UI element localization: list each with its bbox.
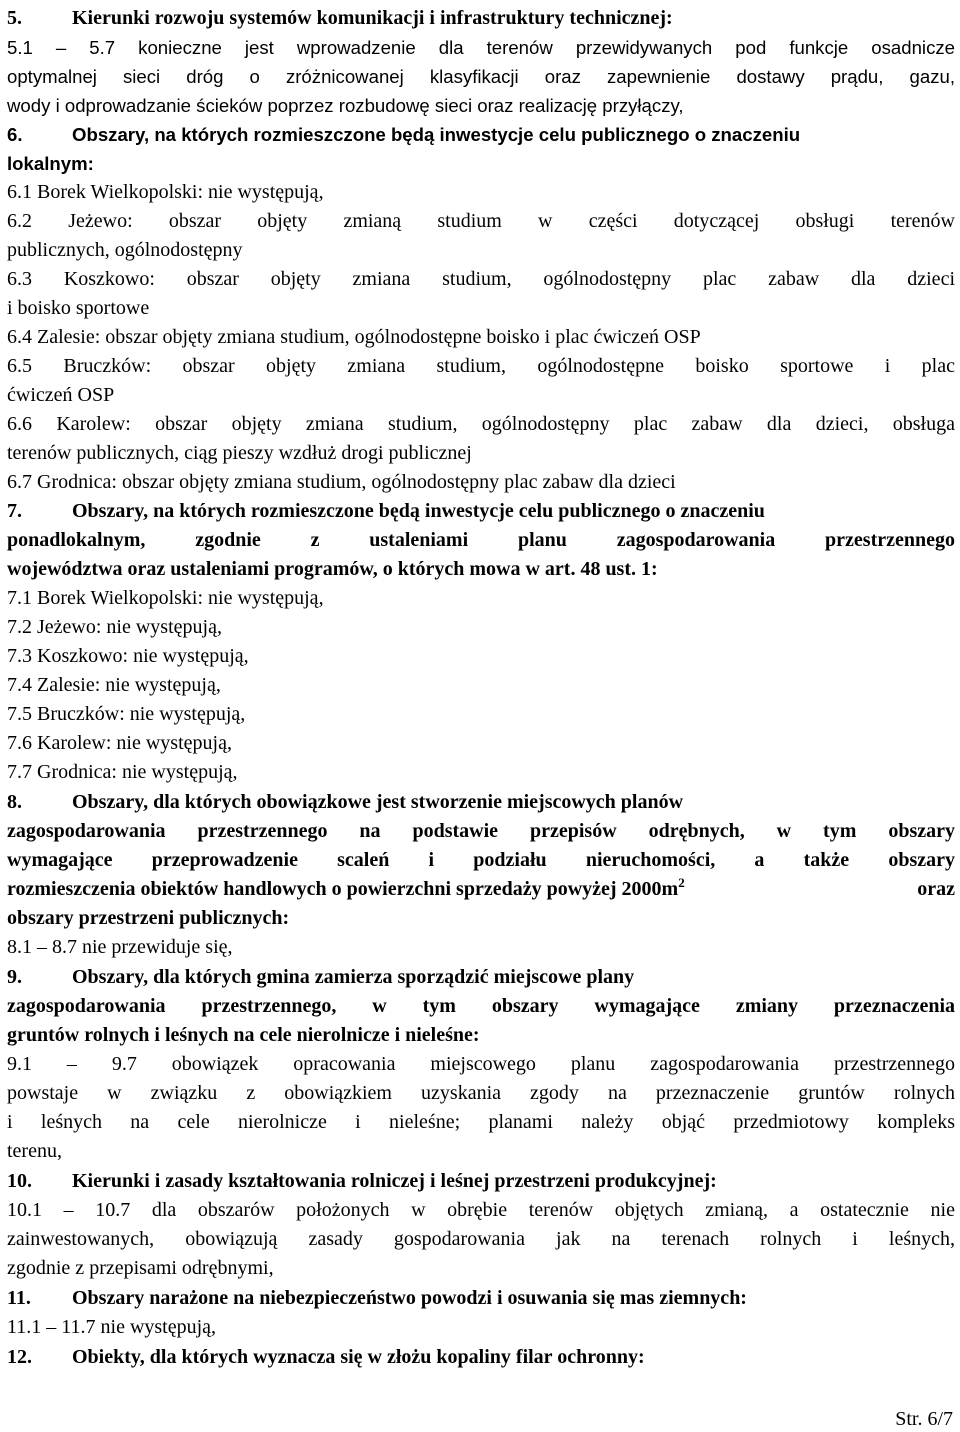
section-9-heading: 9. Obszary, dla których gmina zamierza sporządzić miejscowe plany <box>7 966 635 988</box>
page-number: Str. 6/7 <box>895 1408 953 1430</box>
list-item: 6.4 Zalesie: obszar objęty zmiana studium, ogólnodostępne boisko i plac ćwiczeń OSP <box>7 326 701 348</box>
list-item: 6.3 Koszkowo: obszar objęty zmiana studium, ogólnodostępny plac zabaw dla dzieci <box>7 268 955 290</box>
list-item: 7.4 Zalesie: nie występują, <box>7 674 221 696</box>
section-9-text: powstaje w związku z obowiązkiem uzyskania zgody na przeznaczenie gruntów rolnych <box>7 1082 955 1104</box>
section-10-text: zainwestowanych, obowiązują zasady gospodarowania jak na terenach rolnych i leśnych, <box>7 1228 955 1250</box>
section-9-text: terenu, <box>7 1140 62 1162</box>
list-item: 6.1 Borek Wielkopolski: nie występują, <box>7 181 324 203</box>
list-item: i boisko sportowe <box>7 297 150 319</box>
section-5-text: optymalnej sieci dróg o zróżnicowanej klasyfikacji oraz zapewnienie dostawy prądu, gazu, <box>7 66 955 87</box>
list-item: 7.6 Karolew: nie występują, <box>7 732 232 754</box>
section-6-heading: 6. Obszary, na których rozmieszczone będą inwestycje celu publicznego o znaczeniu <box>7 124 801 145</box>
section-11-text: 11.1 – 11.7 nie występują, <box>7 1316 217 1338</box>
section-7-heading: ponadlokalnym, zgodnie z ustaleniami planu zagospodarowania przestrzennego <box>7 529 955 551</box>
list-item: 7.5 Bruczków: nie występują, <box>7 703 246 725</box>
section-7-heading: 7. Obszary, na których rozmieszczone będą inwestycje celu publicznego o znaczeniu <box>7 500 765 522</box>
list-item: 7.1 Borek Wielkopolski: nie występują, <box>7 587 324 609</box>
list-item: publicznych, ogólnodostępny <box>7 239 243 261</box>
section-8-heading: zagospodarowania przestrzennego na podstawie przepisów odrębnych, w tym obszary <box>7 820 955 842</box>
list-item: terenów publicznych, ciąg pieszy wzdłuż drogi publicznej <box>7 442 472 464</box>
section-6-heading: lokalnym: <box>7 153 94 174</box>
section-8-heading: 8. Obszary, dla których obowiązkowe jest stworzenie miejscowych planów <box>7 791 684 813</box>
section-8-heading: rozmieszczenia obiektów handlowych o powierzchni sprzedaży powyżej $2000m^2$ oraz <box>7 875 955 900</box>
section-5-text: 5.1 – 5.7 konieczne jest wprowadzenie dla terenów przewidywanych pod funkcje osadnicze <box>7 37 955 58</box>
section-12-heading: 12. Obiekty, dla których wyznacza się w złożu kopaliny filar ochronny: <box>7 1346 645 1368</box>
section-8-heading: wymagające przeprowadzenie scaleń i podziału nieruchomości, a także obszary <box>7 849 955 871</box>
list-item: ćwiczeń OSP <box>7 384 115 406</box>
section-8-heading: obszary przestrzeni publicznych: <box>7 907 290 929</box>
list-item: 7.2 Jeżewo: nie występują, <box>7 616 222 638</box>
section-10-text: zgodnie z przepisami odrębnymi, <box>7 1257 274 1279</box>
list-item: 6.2 Jeżewo: obszar objęty zmianą studium w części dotyczącej obsługi terenów <box>7 210 955 232</box>
list-item: 7.3 Koszkowo: nie występują, <box>7 645 249 667</box>
section-11-heading: 11. Obszary narażone na niebezpieczeństwo powodzi i osuwania się mas ziemnych: <box>7 1287 747 1309</box>
section-5-text: wody i odprowadzanie ścieków poprzez rozbudowę sieci oraz realizację przyłączy, <box>7 95 684 116</box>
list-item: 6.7 Grodnica: obszar objęty zmiana studium, ogólnodostępny plac zabaw dla dzieci <box>7 471 676 493</box>
section-5-heading: 5. Kierunki rozwoju systemów komunikacji i infrastruktury technicznej: <box>7 7 673 29</box>
section-10-heading: 10. Kierunki i zasady kształtowania rolniczej i leśnej przestrzeni produkcyjnej: <box>7 1170 717 1192</box>
section-9-text: 9.1 – 9.7 obowiązek opracowania miejscowego planu zagospodarowania przestrzennego <box>7 1053 955 1075</box>
list-item: 7.7 Grodnica: nie występują, <box>7 761 238 783</box>
section-7-heading: województwa oraz ustaleniami programów, o których mowa w art. 48 ust. 1: <box>7 558 658 580</box>
section-9-text: i leśnych na cele nierolnicze i nieleśne; planami należy objąć przedmiotowy kompleks <box>7 1111 955 1133</box>
section-8-text: 8.1 – 8.7 nie przewiduje się, <box>7 936 233 958</box>
section-9-heading: gruntów rolnych i leśnych na cele nierolnicze i nieleśne: <box>7 1024 480 1046</box>
section-10-text: 10.1 – 10.7 dla obszarów położonych w obrębie terenów objętych zmianą, a ostatecznie nie <box>7 1199 955 1221</box>
section-9-heading: zagospodarowania przestrzennego, w tym obszary wymagające zmiany przeznaczenia <box>7 995 955 1017</box>
list-item: 6.6 Karolew: obszar objęty zmiana studium, ogólnodostępny plac zabaw dla dzieci, obsługa <box>7 413 955 435</box>
list-item: 6.5 Bruczków: obszar objęty zmiana studium, ogólnodostępne boisko sportowe i plac <box>7 355 955 377</box>
